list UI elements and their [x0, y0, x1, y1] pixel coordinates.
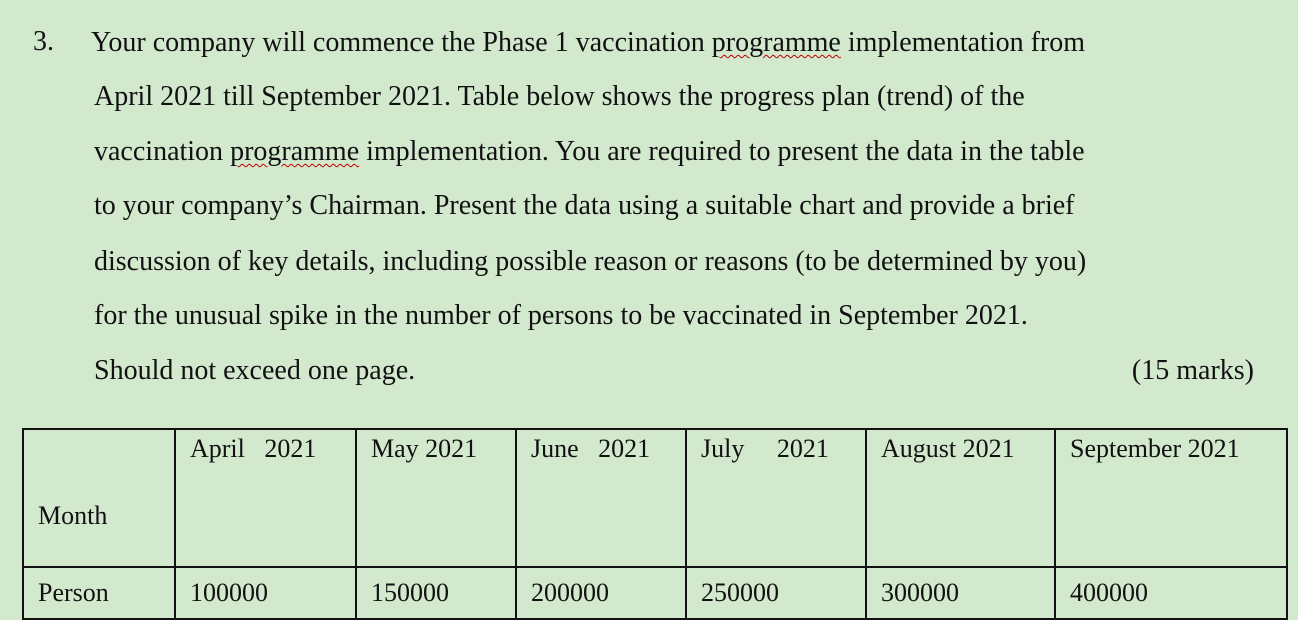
question-text: Your company will commence the Phase 1 vaccination — [91, 27, 712, 58]
month-cell: September 2021 — [1055, 429, 1287, 567]
question-line-4: to your company’s Chairman. Present the data using a suitable chart and provide a brief — [94, 190, 1075, 221]
table-row-person — [23, 567, 1287, 619]
month-cell: April 2021 — [175, 429, 356, 567]
question-line-5: discussion of key details, including possible reason or reasons (to be determined by you) — [94, 246, 1087, 277]
question-line-7: Should not exceed one page. — [94, 355, 416, 386]
spellcheck-word: programme — [230, 136, 360, 167]
person-cell: 100000 — [175, 567, 356, 619]
question-text: vaccination — [94, 136, 231, 167]
vaccination-plan-table — [22, 428, 1288, 620]
row-label-month: Month — [23, 429, 175, 567]
question-line-1 — [91, 26, 1085, 60]
month-cell: May 2021 — [356, 429, 516, 567]
question-number: 3. — [33, 26, 54, 57]
question-line-3 — [94, 135, 1085, 169]
month-cell: August 2021 — [866, 429, 1055, 567]
spellcheck-word: programme — [711, 27, 841, 58]
person-cell: 400000 — [1055, 567, 1287, 619]
person-cell: 250000 — [686, 567, 866, 619]
table-row-month — [23, 429, 1287, 567]
question-text: implementation from — [840, 27, 1086, 58]
row-label-person: Person — [23, 567, 175, 619]
person-cell: 300000 — [866, 567, 1055, 619]
person-cell: 150000 — [356, 567, 516, 619]
month-cell: June 2021 — [516, 429, 686, 567]
question-line-6: for the unusual spike in the number of persons to be vaccinated in September 2021. — [94, 300, 1028, 331]
question-text: implementation. You are required to present the data in the table — [359, 136, 1085, 167]
month-cell: July 2021 — [686, 429, 866, 567]
question-line-2: April 2021 till September 2021. Table below shows the progress plan (trend) of the — [94, 81, 1025, 112]
person-cell: 200000 — [516, 567, 686, 619]
marks-label: (15 marks) — [1131, 355, 1254, 386]
